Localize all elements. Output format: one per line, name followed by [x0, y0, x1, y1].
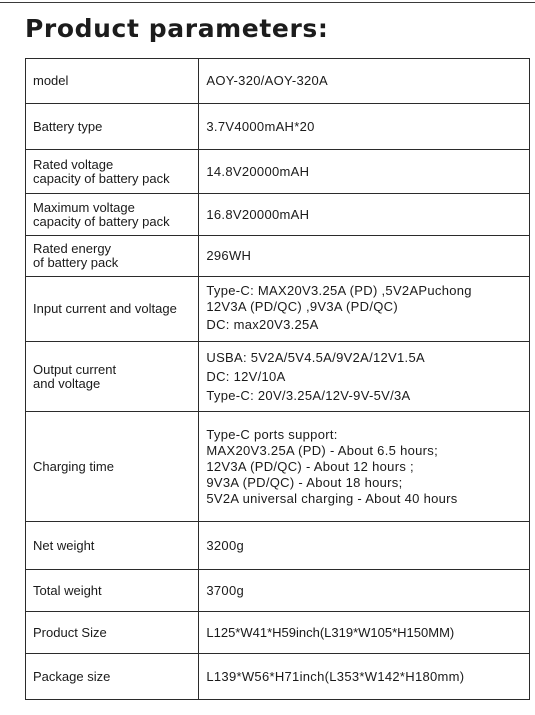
row-value-line: 3700g	[206, 582, 245, 598]
row-value	[199, 522, 530, 570]
row-label-line: Net weight	[33, 537, 95, 553]
row-label	[26, 522, 199, 570]
parameters-table	[25, 58, 530, 700]
row-label	[26, 342, 199, 412]
row-value	[199, 59, 530, 104]
row-value	[199, 654, 530, 700]
table-row	[26, 194, 530, 236]
row-label-line: Input current and voltage	[33, 301, 177, 316]
page-title: Product parameters:	[25, 14, 329, 43]
row-value-line: DC: 12V/10A	[206, 369, 286, 384]
row-value	[199, 342, 530, 412]
row-value	[199, 194, 530, 236]
table-row	[26, 412, 530, 522]
table-row	[26, 104, 530, 150]
row-label-line: Rated energy	[33, 241, 112, 256]
row-label-line: and voltage	[33, 375, 101, 391]
row-value	[199, 104, 530, 150]
row-value	[199, 150, 530, 194]
row-label-line: Battery type	[33, 118, 103, 134]
row-value	[199, 277, 530, 342]
row-label-line: Package size	[33, 668, 111, 684]
table-row	[26, 59, 530, 104]
row-label-line: Maximum voltage	[33, 199, 135, 215]
row-label	[26, 612, 199, 654]
row-label	[26, 236, 199, 277]
row-value-line: DC: max20V3.25A	[206, 317, 319, 332]
row-value-line: 3200g	[206, 537, 245, 553]
row-label-line: of battery pack	[33, 255, 119, 270]
row-label-line: Total weight	[33, 582, 102, 598]
table-row	[26, 570, 530, 612]
row-value-line: MAX20V3.25A (PD) - About 6.5 hours;	[206, 442, 438, 458]
row-value-line: 16.8V20000mAH	[206, 206, 310, 222]
row-label	[26, 570, 199, 612]
row-value	[199, 612, 530, 654]
row-value	[199, 236, 530, 277]
row-value	[199, 570, 530, 612]
row-value-line: 9V3A (PD/QC) - About 18 hours;	[206, 474, 403, 490]
table-row	[26, 342, 530, 412]
row-label	[26, 412, 199, 522]
row-value-line: Type-C: MAX20V3.25A (PD) ,5V2APuchong	[206, 283, 472, 298]
row-label	[26, 654, 199, 700]
row-label	[26, 194, 199, 236]
row-value-line: 296WH	[206, 248, 252, 263]
row-label	[26, 150, 199, 194]
table-row	[26, 654, 530, 700]
row-value-line: 12V3A (PD/QC) ,9V3A (PD/QC)	[206, 299, 398, 314]
table-row	[26, 236, 530, 277]
row-label	[26, 59, 199, 104]
row-label-line: capacity of battery pack	[33, 213, 170, 229]
row-label	[26, 104, 199, 150]
row-value-line: 5V2A universal charging - About 40 hours	[206, 490, 458, 506]
row-value-line: L139*W56*H71inch(L353*W142*H180mm)	[206, 668, 465, 684]
row-value-line: 3.7V4000mAH*20	[206, 118, 315, 134]
row-label-line: Output current	[33, 361, 117, 377]
row-value-line: USBA: 5V2A/5V4.5A/9V2A/12V1.5A	[206, 350, 425, 365]
table-row	[26, 150, 530, 194]
row-label	[26, 277, 199, 342]
row-value	[199, 412, 530, 522]
table-row	[26, 522, 530, 570]
top-divider	[0, 2, 535, 3]
row-label-line: capacity of battery pack	[33, 170, 170, 186]
row-label-line: Rated voltage	[33, 156, 114, 172]
row-label-line: model	[33, 73, 69, 88]
row-value-line: 14.8V20000mAH	[206, 163, 310, 179]
table-row	[26, 277, 530, 342]
row-label-line: Charging time	[33, 458, 114, 474]
table-row	[26, 612, 530, 654]
row-value-line: AOY-320/AOY-320A	[206, 73, 329, 88]
row-value-line: Type-C: 20V/3.25A/12V-9V-5V/3A	[206, 388, 411, 403]
row-value-line: Type-C ports support:	[206, 426, 338, 442]
row-label-line: Product Size	[33, 624, 107, 640]
row-value-line: 12V3A (PD/QC) - About 12 hours ;	[206, 458, 414, 474]
row-value-line: L125*W41*H59inch(L319*W105*H150MM)	[206, 624, 455, 640]
